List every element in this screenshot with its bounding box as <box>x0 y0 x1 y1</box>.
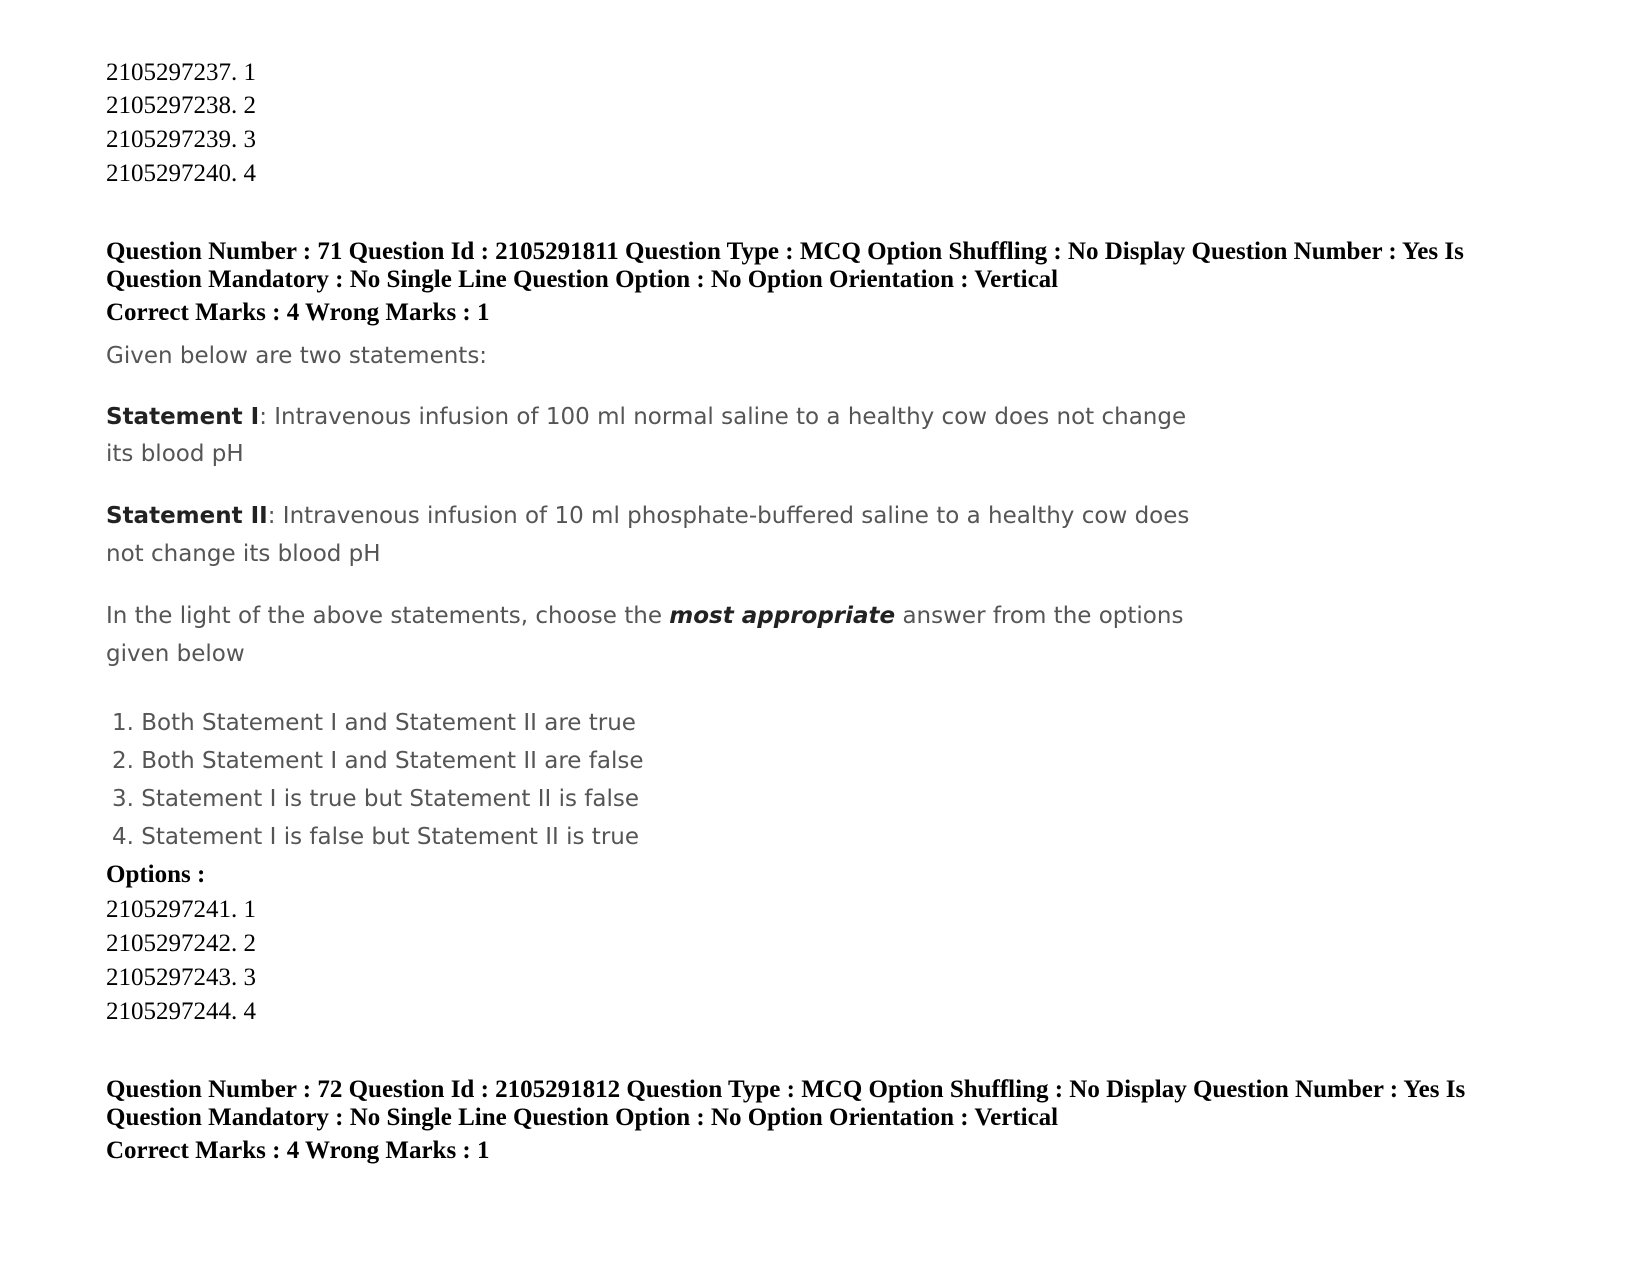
statement1-label: Statement I <box>106 404 260 430</box>
q71-option-3: 2105297243. 3 <box>106 964 256 991</box>
q71-meta <box>106 238 1546 294</box>
prev-option-3: 2105297239. 3 <box>106 126 256 153</box>
q71-marks: Correct Marks : 4 Wrong Marks : 1 <box>106 299 490 326</box>
q71-statement2-line1 <box>106 497 1189 535</box>
q71-instruction-line2: given below <box>106 641 245 667</box>
q72-meta-line2: Question Mandatory : No Single Line Question Option : No Option Orientation : Vertical <box>106 1104 1059 1131</box>
instruction-emphasis: most appropriate <box>669 603 896 629</box>
statement2-text: : Intravenous infusion of 10 ml phosphate-buffered saline to a healthy cow does <box>267 503 1190 529</box>
q71-options-label: Options : <box>106 861 206 888</box>
q71-statement1-line2: its blood pH <box>106 441 244 467</box>
q71-choice-4: 4. Statement I is false but Statement II is true <box>112 824 640 850</box>
q71-meta-line1: Question Number : 71 Question Id : 2105291811 Question Type : MCQ Option Shuffling : No Display Question Number : Yes Is <box>106 238 1464 265</box>
statement1-text: : Intravenous infusion of 100 ml normal saline to a healthy cow does not change <box>259 404 1187 430</box>
q71-option-1: 2105297241. 1 <box>106 896 256 923</box>
q71-choice-1: 1. Both Statement I and Statement II are true <box>112 710 636 736</box>
q71-choice-3: 3. Statement I is true but Statement II is false <box>112 786 640 812</box>
q71-statement1-line1 <box>106 398 1186 436</box>
instruction-post: answer from the options <box>895 603 1184 629</box>
prev-option-2: 2105297238. 2 <box>106 92 256 119</box>
instruction-pre: In the light of the above statements, choose the <box>106 603 670 629</box>
q72-marks: Correct Marks : 4 Wrong Marks : 1 <box>106 1137 490 1164</box>
q71-statement2-line2: not change its blood pH <box>106 541 381 567</box>
q71-meta-line2: Question Mandatory : No Single Line Question Option : No Option Orientation : Vertical <box>106 266 1059 293</box>
q71-choice-2: 2. Both Statement I and Statement II are false <box>112 748 644 774</box>
q71-option-4: 2105297244. 4 <box>106 998 256 1025</box>
q71-instruction-line1 <box>106 597 1183 635</box>
q71-option-2: 2105297242. 2 <box>106 930 256 957</box>
statement2-label: Statement II <box>106 503 268 529</box>
q71-intro: Given below are two statements: <box>106 343 488 369</box>
q72-meta <box>106 1076 1546 1132</box>
prev-option-4: 2105297240. 4 <box>106 160 256 187</box>
q72-meta-line1: Question Number : 72 Question Id : 2105291812 Question Type : MCQ Option Shuffling : No Display Question Number : Yes Is <box>106 1076 1466 1103</box>
prev-option-1: 2105297237. 1 <box>106 59 256 86</box>
